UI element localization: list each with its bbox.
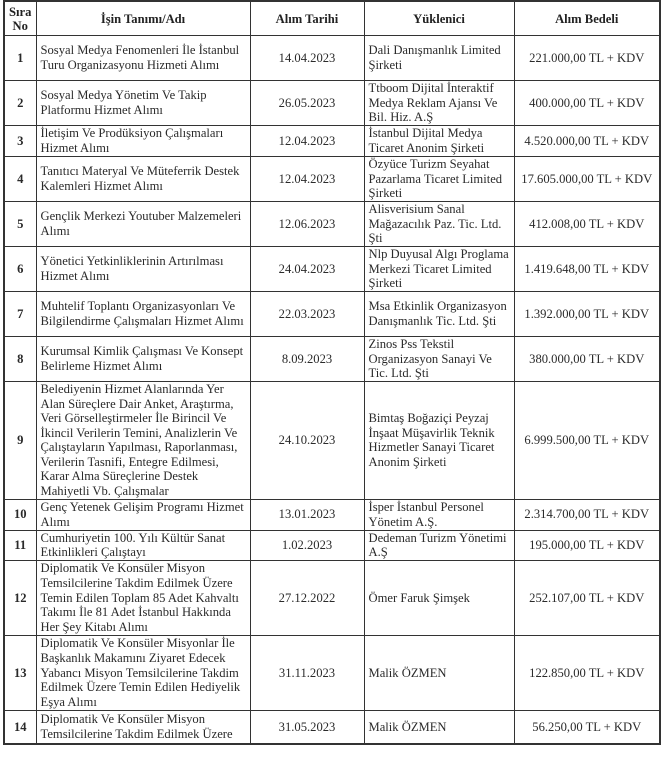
row-description: Diplomatik Ve Konsüler Misyon Temsilcilerine Takdim Edilmek Üzere Temin Edilen Toplam 85 Adet Kahvaltı Takımı İle 81 Adet İstanbul Hakkında Her Şey Kitabı Alımı xyxy=(36,560,250,635)
row-amount: 122.850,00 TL + KDV xyxy=(514,635,660,710)
row-no: 14 xyxy=(4,710,36,744)
row-amount: 195.000,00 TL + KDV xyxy=(514,530,660,560)
table-row xyxy=(4,202,660,247)
row-description: Belediyenin Hizmet Alanlarında Yer Alan Süreçlere Dair Anket, Araştırma, Veri Görselleştirmeler İle Birincil Ve İkincil Verilerin Temini, Analizlerin Ve Çalıştayların Yapılması, Raporlanması, Verilerin Tasnifi, Entegre Edilmesi, Karar Alma Süreçlerine Destek Mahiyetli Vb. Çalışmalar xyxy=(36,381,250,499)
row-no: 4 xyxy=(4,157,36,202)
row-description: Kurumsal Kimlik Çalışması Ve Konsept Belirleme Hizmet Alımı xyxy=(36,337,250,382)
row-date: 12.04.2023 xyxy=(250,126,364,157)
row-no: 8 xyxy=(4,337,36,382)
header-amount: Alım Bedeli xyxy=(514,1,660,36)
row-no: 12 xyxy=(4,560,36,635)
row-amount: 4.520.000,00 TL + KDV xyxy=(514,126,660,157)
row-amount: 1.392.000,00 TL + KDV xyxy=(514,292,660,337)
row-description: Diplomatik Ve Konsüler Misyon Temsilcilerine Takdim Edilmek Üzere xyxy=(36,710,250,744)
row-amount: 1.419.648,00 TL + KDV xyxy=(514,247,660,292)
row-date: 31.11.2023 xyxy=(250,635,364,710)
row-no: 5 xyxy=(4,202,36,247)
row-date: 31.05.2023 xyxy=(250,710,364,744)
row-description: Diplomatik Ve Konsüler Misyonlar İle Başkanlık Makamını Ziyaret Edecek Yabancı Misyon Temsilcilerine Takdim Edilmek Üzere Temin Edilen Hediyelik Eşya Alımı xyxy=(36,635,250,710)
row-contractor: Dedeman Turizm Yönetimi A.Ş xyxy=(364,530,514,560)
row-contractor: Malik ÖZMEN xyxy=(364,710,514,744)
row-contractor: İstanbul Dijital Medya Ticaret Anonim Şirketi xyxy=(364,126,514,157)
row-no: 1 xyxy=(4,36,36,81)
row-amount: 17.605.000,00 TL + KDV xyxy=(514,157,660,202)
row-no: 2 xyxy=(4,81,36,126)
row-no: 7 xyxy=(4,292,36,337)
header-contractor: Yüklenici xyxy=(364,1,514,36)
row-amount: 380.000,00 TL + KDV xyxy=(514,337,660,382)
row-no: 9 xyxy=(4,381,36,499)
row-description: Tanıtıcı Materyal Ve Müteferrik Destek Kalemleri Hizmet Alımı xyxy=(36,157,250,202)
table-row xyxy=(4,81,660,126)
row-date: 1.02.2023 xyxy=(250,530,364,560)
row-date: 12.06.2023 xyxy=(250,202,364,247)
row-contractor: Ttboom Dijital İnteraktif Medya Reklam Ajansı Ve Bil. Hiz. A.Ş xyxy=(364,81,514,126)
row-amount: 56.250,00 TL + KDV xyxy=(514,710,660,744)
row-amount: 2.314.700,00 TL + KDV xyxy=(514,499,660,530)
row-description: Sosyal Medya Yönetim Ve Takip Platformu Hizmet Alımı xyxy=(36,81,250,126)
table-row xyxy=(4,292,660,337)
table-row xyxy=(4,126,660,157)
header-description: İşin Tanımı/Adı xyxy=(36,1,250,36)
table-row xyxy=(4,499,660,530)
row-no: 11 xyxy=(4,530,36,560)
procurement-table xyxy=(3,0,661,745)
row-date: 27.12.2022 xyxy=(250,560,364,635)
row-description: Cumhuriyetin 100. Yılı Kültür Sanat Etkinlikleri Çalıştayı xyxy=(36,530,250,560)
header-row xyxy=(4,1,660,36)
row-no: 3 xyxy=(4,126,36,157)
row-contractor: Dali Danışmanlık Limited Şirketi xyxy=(364,36,514,81)
row-description: Sosyal Medya Fenomenleri İle İstanbul Turu Organizasyonu Hizmeti Alımı xyxy=(36,36,250,81)
table-row xyxy=(4,710,660,744)
row-no: 13 xyxy=(4,635,36,710)
row-contractor: İsper İstanbul Personel Yönetim A.Ş. xyxy=(364,499,514,530)
row-amount: 221.000,00 TL + KDV xyxy=(514,36,660,81)
document-page xyxy=(3,0,659,745)
row-date: 13.01.2023 xyxy=(250,499,364,530)
row-contractor: Zinos Pss Tekstil Organizasyon Sanayi Ve Tic. Ltd. Şti xyxy=(364,337,514,382)
row-description: Yönetici Yetkinliklerinin Artırılması Hizmet Alımı xyxy=(36,247,250,292)
row-contractor: Alisverisium Sanal Mağazacılık Paz. Tic. Ltd. Şti xyxy=(364,202,514,247)
row-date: 24.10.2023 xyxy=(250,381,364,499)
row-description: Genç Yetenek Gelişim Programı Hizmet Alımı xyxy=(36,499,250,530)
row-description: İletişim Ve Prodüksiyon Çalışmaları Hizmet Alımı xyxy=(36,126,250,157)
table-row xyxy=(4,635,660,710)
row-no: 6 xyxy=(4,247,36,292)
row-no: 10 xyxy=(4,499,36,530)
row-amount: 6.999.500,00 TL + KDV xyxy=(514,381,660,499)
row-contractor: Malik ÖZMEN xyxy=(364,635,514,710)
row-description: Muhtelif Toplantı Organizasyonları Ve Bilgilendirme Çalışmaları Hizmet Alımı xyxy=(36,292,250,337)
row-date: 14.04.2023 xyxy=(250,36,364,81)
header-date: Alım Tarihi xyxy=(250,1,364,36)
row-contractor: Msa Etkinlik Organizasyon Danışmanlık Tic. Ltd. Şti xyxy=(364,292,514,337)
header-no: Sıra No xyxy=(4,1,36,36)
table-row xyxy=(4,530,660,560)
row-contractor: Ömer Faruk Şimşek xyxy=(364,560,514,635)
row-contractor: Özyüce Turizm Seyahat Pazarlama Ticaret Limited Şirketi xyxy=(364,157,514,202)
row-contractor: Bimtaş Boğaziçi Peyzaj İnşaat Müşavirlik Teknik Hizmetler Sanayi Ticaret Anonim Şirketi xyxy=(364,381,514,499)
table-row xyxy=(4,381,660,499)
table-row xyxy=(4,560,660,635)
table-row xyxy=(4,157,660,202)
row-date: 26.05.2023 xyxy=(250,81,364,126)
table-row xyxy=(4,247,660,292)
row-contractor: Nlp Duyusal Algı Proglama Merkezi Ticaret Limited Şirketi xyxy=(364,247,514,292)
table-row xyxy=(4,337,660,382)
row-amount: 412.008,00 TL + KDV xyxy=(514,202,660,247)
row-date: 8.09.2023 xyxy=(250,337,364,382)
row-amount: 252.107,00 TL + KDV xyxy=(514,560,660,635)
row-date: 24.04.2023 xyxy=(250,247,364,292)
row-amount: 400.000,00 TL + KDV xyxy=(514,81,660,126)
row-date: 22.03.2023 xyxy=(250,292,364,337)
table-row xyxy=(4,36,660,81)
row-date: 12.04.2023 xyxy=(250,157,364,202)
row-description: Gençlik Merkezi Youtuber Malzemeleri Alımı xyxy=(36,202,250,247)
